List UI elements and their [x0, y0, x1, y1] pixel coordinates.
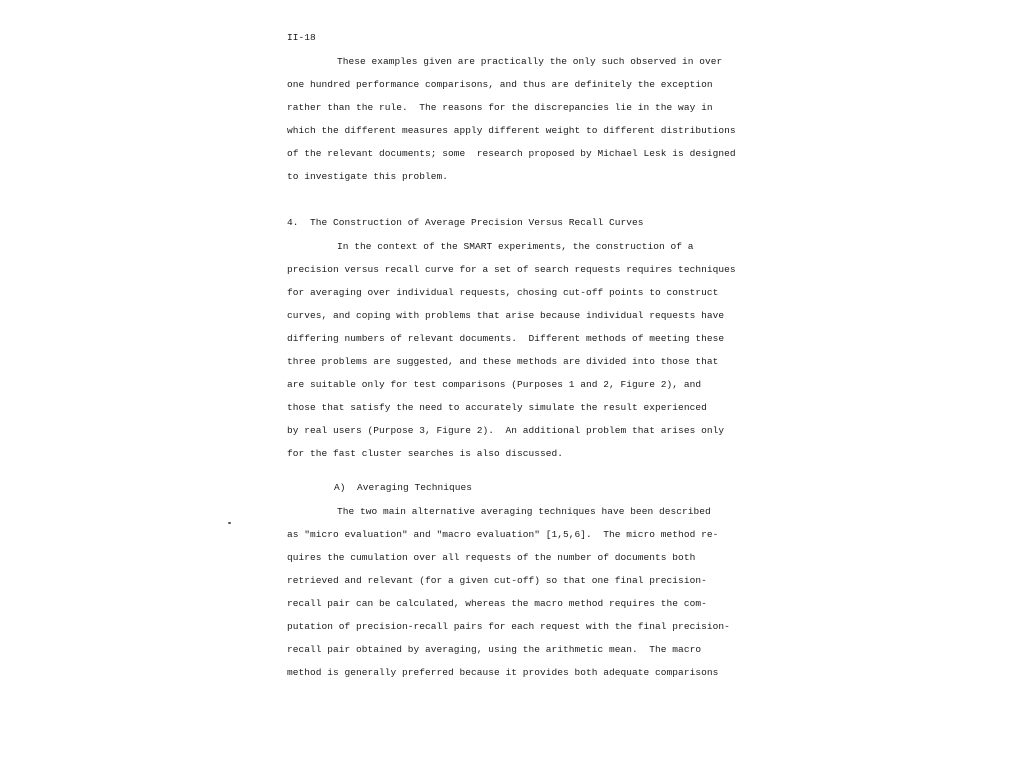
- paragraph-1-line: which the different measures apply different weight to different distributions: [287, 125, 736, 136]
- scan-speck: [228, 522, 231, 524]
- paragraph-1-line: one hundred performance comparisons, and thus are definitely the exception: [287, 79, 713, 90]
- paragraph-3-line: as "micro evaluation" and "macro evaluation" [1,5,6]. The micro method re-: [287, 529, 719, 540]
- paragraph-3-line: quires the cumulation over all requests of the number of documents both: [287, 552, 696, 563]
- paragraph-2-line: are suitable only for test comparisons (Purposes 1 and 2, Figure 2), and: [287, 379, 702, 390]
- paragraph-2-line: by real users (Purpose 3, Figure 2). An additional problem that arises only: [287, 425, 725, 436]
- paragraph-3-line: putation of precision-recall pairs for each request with the final precision-: [287, 621, 730, 632]
- paragraph-2-line: curves, and coping with problems that arise because individual requests have: [287, 310, 725, 321]
- subsection-a-heading: A) Averaging Techniques: [334, 482, 473, 493]
- paragraph-2-line: In the context of the SMART experiments, the construction of a: [337, 241, 694, 252]
- paragraph-2-line: for averaging over individual requests, chosing cut-off points to construct: [287, 287, 719, 298]
- paragraph-1-line: of the relevant documents; some research proposed by Michael Lesk is designed: [287, 148, 736, 159]
- page-number: II-18: [287, 32, 316, 43]
- paragraph-3-line: recall pair can be calculated, whereas the macro method requires the com-: [287, 598, 707, 609]
- section-4-heading: 4. The Construction of Average Precision Versus Recall Curves: [287, 217, 644, 228]
- paragraph-1-line: to investigate this problem.: [287, 171, 449, 182]
- paragraph-3-line: recall pair obtained by averaging, using the arithmetic mean. The macro: [287, 644, 702, 655]
- paragraph-3-line: retrieved and relevant (for a given cut-off) so that one final precision-: [287, 575, 707, 586]
- paragraph-1-line: rather than the rule. The reasons for the discrepancies lie in the way in: [287, 102, 713, 113]
- paragraph-2-line: three problems are suggested, and these methods are divided into those that: [287, 356, 719, 367]
- paragraph-2-line: precision versus recall curve for a set of search requests requires techniques: [287, 264, 736, 275]
- paragraph-2-line: for the fast cluster searches is also discussed.: [287, 448, 564, 459]
- paragraph-2-line: those that satisfy the need to accurately simulate the result experienced: [287, 402, 707, 413]
- paragraph-3-line: method is generally preferred because it provides both adequate comparisons: [287, 667, 719, 678]
- paragraph-3-line: The two main alternative averaging techniques have been described: [337, 506, 711, 517]
- paragraph-1-line: These examples given are practically the only such observed in over: [337, 56, 723, 67]
- paragraph-2-line: differing numbers of relevant documents. Different methods of meeting these: [287, 333, 725, 344]
